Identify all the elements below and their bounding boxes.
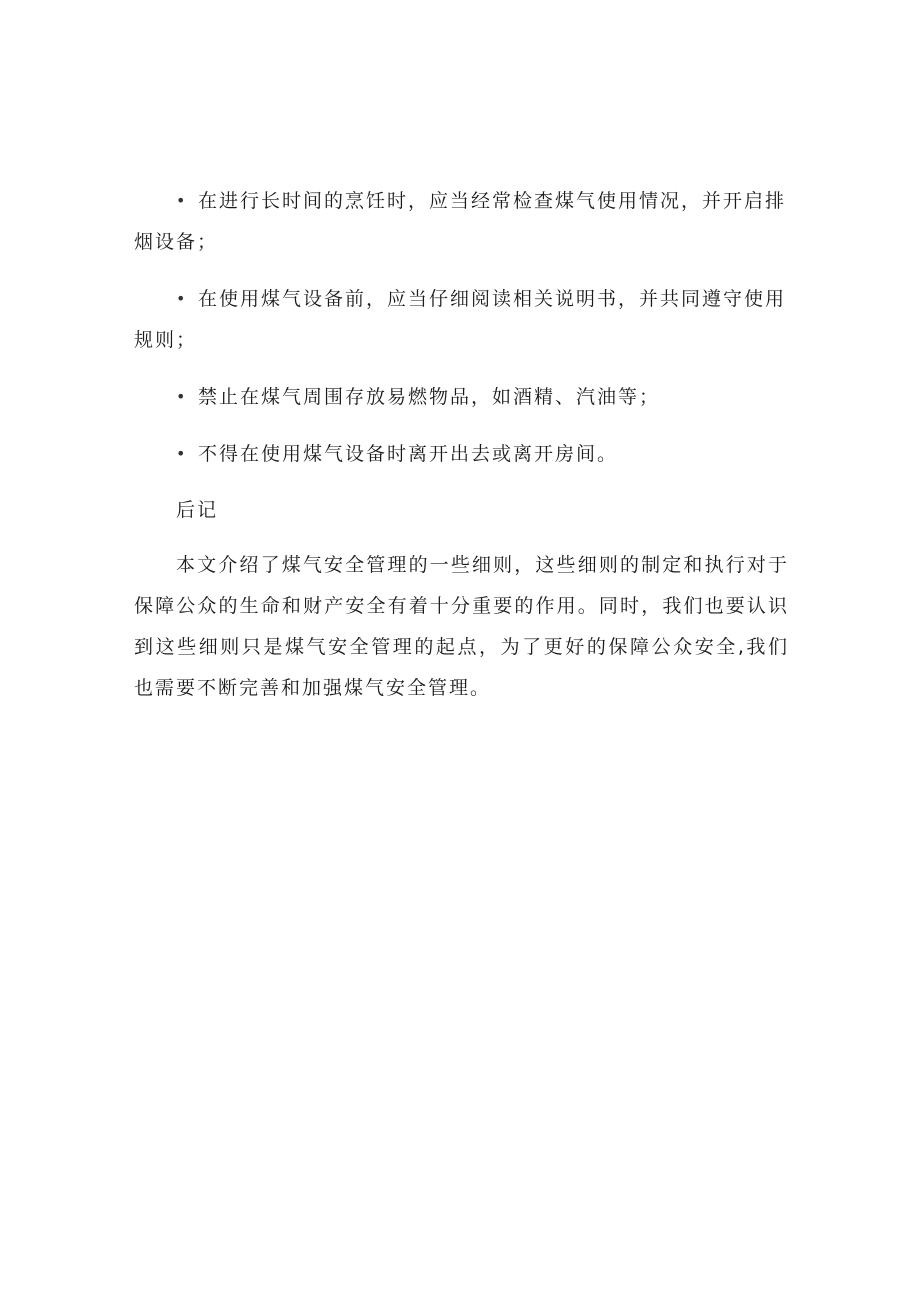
bullet-icon: • <box>176 191 188 210</box>
bullet-text-2: 在使用煤气设备前，应当仔细阅读相关说明书，并共同遵守使用规则； <box>134 288 787 351</box>
bullet-text-4: 不得在使用煤气设备时离开出去或离开房间。 <box>198 443 619 465</box>
bullet-item-3 <box>134 376 789 418</box>
bullet-item-1 <box>134 180 789 263</box>
section-heading: 后记 <box>176 499 219 521</box>
bullet-icon: • <box>176 444 188 463</box>
bullet-icon: • <box>176 289 188 308</box>
bullet-item-2 <box>134 278 789 361</box>
bullet-icon: • <box>176 387 188 406</box>
bullet-text-3: 禁止在煤气周围存放易燃物品，如酒精、汽油等； <box>198 386 661 408</box>
document-body <box>134 180 789 709</box>
bullet-text-1: 在进行长时间的烹饪时，应当经常检查煤气使用情况，并开启排烟设备； <box>134 190 787 253</box>
body-paragraph: 本文介绍了煤气安全管理的一些细则，这些细则的制定和执行对于保障公众的生命和财产安全有着十分重要的作用。同时，我们也要认识到这些细则只是煤气安全管理的起点，为了更好的保障公众安全,我们也需要不断完善和加强煤气安全管理。 <box>134 554 789 699</box>
bullet-item-4 <box>134 433 789 475</box>
